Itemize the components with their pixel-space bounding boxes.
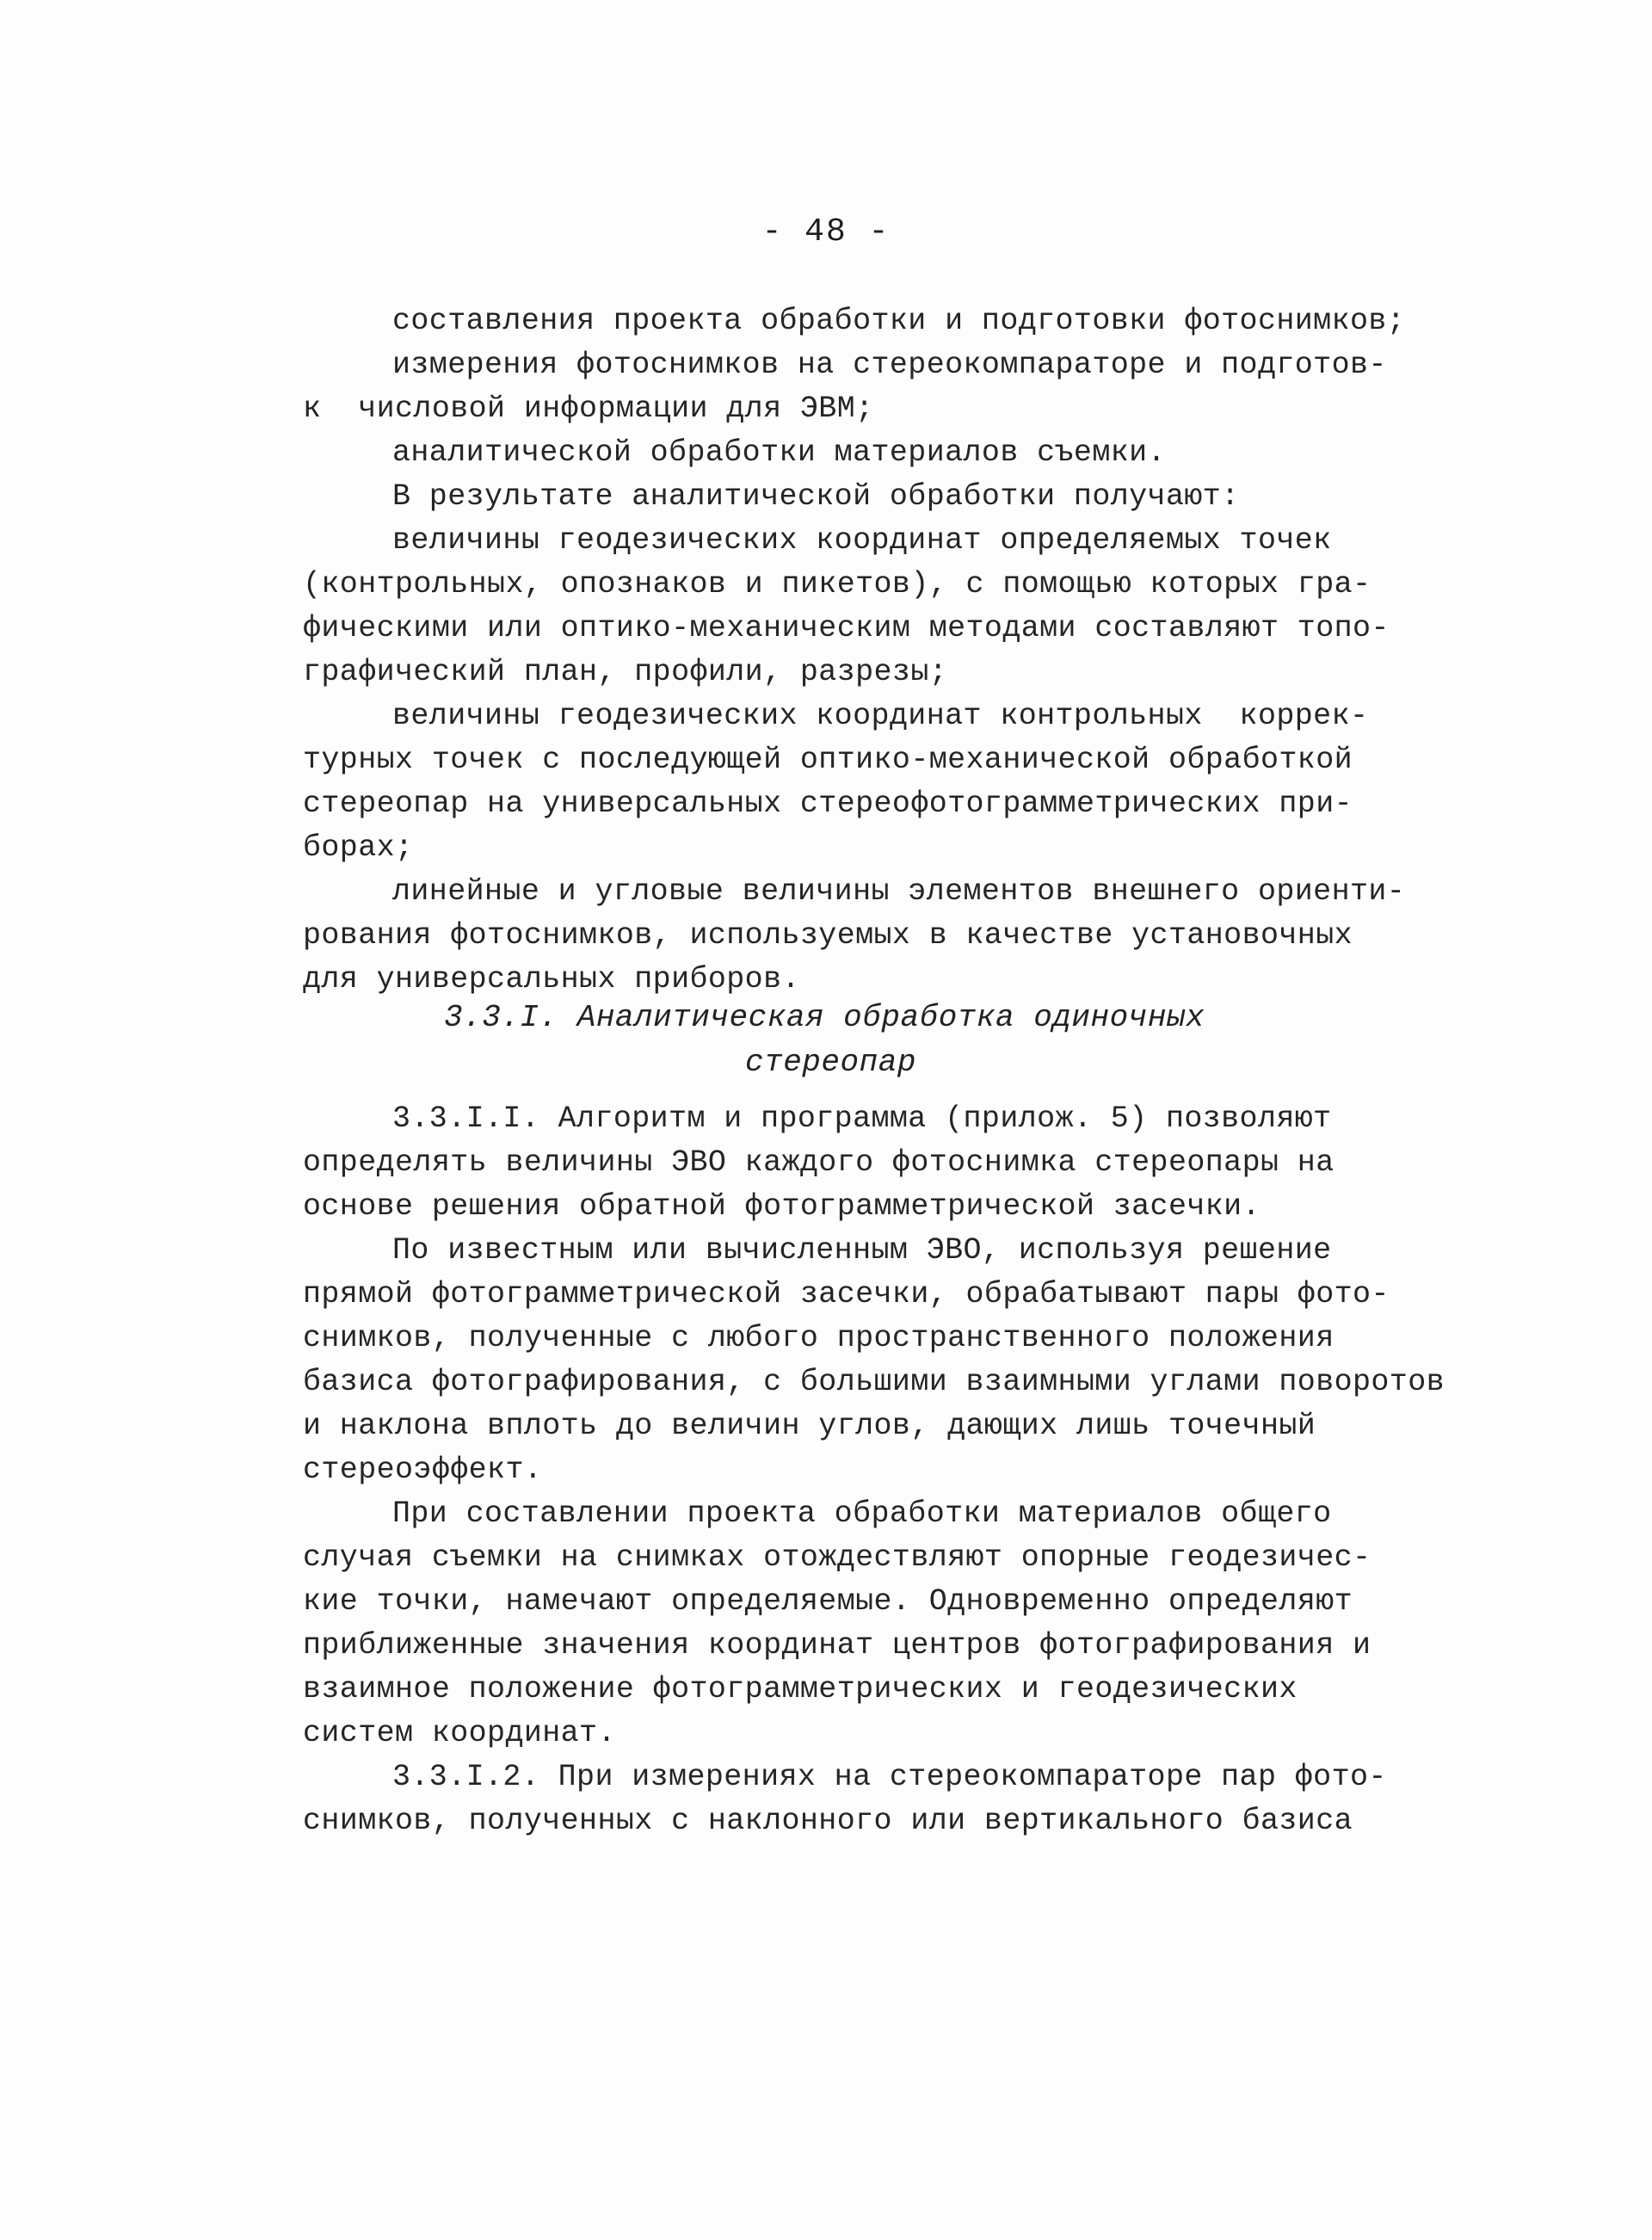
section-heading-line-1: 3.3.I. Аналитическая обработка одиночных [444,1000,1205,1035]
text-line: В результате аналитической обработки получают: [392,479,1240,514]
text-line: линейные и угловые величины элементов внешнего ориенти- [392,874,1406,909]
text-line: графический план, профили, разрезы; [303,655,948,689]
text-line: величины геодезических координат контрольных коррек- [392,699,1369,733]
text-line: измерения фотоснимков на стереокомпараторе и подготов- [392,348,1387,382]
text-line: составления проекта обработки и подготовки фотоснимков; [392,304,1406,338]
text-line: систем координат. [303,1716,616,1750]
text-line: При составлении проекта обработки материалов общего [392,1496,1332,1531]
text-line: снимков, полученные с любого пространственного положения [303,1321,1335,1355]
text-line: основе решения обратной фотограмметрической засечки. [303,1189,1261,1224]
text-line: стереопар на универсальных стереофотограмметрических при- [303,787,1353,821]
text-line: взаимное положение фотограмметрических и геодезических [303,1672,1298,1706]
section-heading-line-2: стереопар [745,1045,916,1080]
text-line: приближенные значения координат центров фотографирования и [303,1628,1372,1663]
text-line: фическими или оптико-механическим методами составляют топо- [303,611,1390,645]
text-line: 3.3.I.I. Алгоритм и программа (прилож. 5) позволяют [392,1101,1332,1136]
text-line: борах; [303,830,414,865]
text-line: рования фотоснимков, используемых в качестве установочных [303,918,1353,953]
text-line: определять величины ЭВО каждого фотоснимка стереопары на [303,1145,1335,1180]
text-line: стереоэффект. [303,1453,543,1487]
page-number: - 48 - [761,213,891,250]
text-line: случая съемки на снимках отождествляют опорные геодезичес- [303,1540,1372,1575]
text-line: (контрольных, опознаков и пикетов), с помощью которых гра- [303,567,1372,602]
text-line: для универсальных приборов. [303,962,800,997]
text-line: 3.3.I.2. При измерениях на стереокомпараторе пар фото- [392,1760,1387,1794]
text-line: аналитической обработки материалов съемки. [392,435,1166,470]
text-line: величины геодезических координат определяемых точек [392,523,1332,558]
text-line: кие точки, намечают определяемые. Одновременно определяют [303,1584,1353,1619]
text-line: прямой фотограмметрической засечки, обрабатывают пары фото- [303,1277,1390,1311]
text-line: и наклона вплоть до величин углов, дающих лишь точечный [303,1409,1316,1443]
text-line: турных точек с последующей оптико-механической обработкой [303,743,1353,777]
text-line: снимков, полученных с наклонного или вертикального базиса [303,1804,1353,1838]
text-line: базиса фотографирования, с большими взаимными углами поворотов [303,1365,1446,1399]
text-line: По известным или вычисленным ЭВО, используя решение [392,1233,1332,1268]
text-line: к числовой информации для ЭВМ; [303,392,874,426]
